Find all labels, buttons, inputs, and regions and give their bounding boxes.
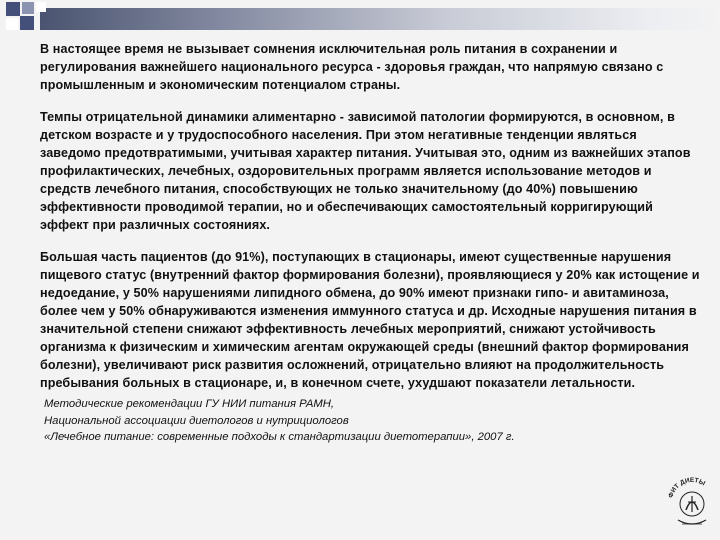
organization-seal-icon — [664, 468, 720, 532]
header-decoration — [0, 0, 720, 34]
source-citation — [44, 396, 700, 446]
header-gradient-bar — [40, 8, 720, 30]
svg-text:ФИТ ДИЕТЫ: ФИТ ДИЕТЫ — [667, 476, 707, 499]
decor-square — [6, 2, 20, 16]
decor-square — [22, 2, 34, 14]
paragraph-intro: В настоящее время не вызывает сомнения исключительная роль питания в сохранении и регулирования важнейшего национального ресурса - здоровья граждан, что напрямую связано с промышленным и экономическим потенциалом страны. — [40, 42, 664, 92]
paragraph-patients: Большая часть пациентов (до 91%), поступающих в стационары, имеют существенные нарушения пищевого статус (внутренний фактор формирования болезни), проявляющиеся у 20% как истощение и недоедание, у 50% нарушениями липидного обмена, до 90% имеют признаки гипо- и авитаминоза, более чем у 50% обнаруживаются изменения иммунного статуса и др. Исходные нарушения питания в значительной степени снижают эффективность лечебных мероприятий, снижают устойчивость организма к физическим и химическим агентам окружающей среды (внешний фактор формирования болезни), увеличивают риск развития осложнений, отрицательно влияют на продолжительность пребывания больных в стационаре, и, в конечном счете, ухудшают показатели летальности. — [40, 250, 700, 390]
slide-content — [40, 40, 700, 446]
decor-square — [20, 16, 34, 30]
decor-square — [6, 18, 18, 30]
source-line: Национальной ассоциации диетологов и нутрициологов — [44, 414, 349, 427]
paragraph-dynamics: Темпы отрицательной динамики алиментарно - зависимой патологии формируются, в основном, в детском возрасте и у трудоспособного населения. При этом негативные тенденции являться заведомо предотвратимыми, учитывая характер питания. Учитывая это, одним из важнейших этапов профилактических, лечебных, оздоровительных программ является использование методов и средств лечебного питания, способствующих не только значительному (до 40%) повышению эффективности проводимой терапии, но и обеспечивающих самостоятельный корригирующий эффект при различных состояниях. — [40, 110, 691, 232]
source-line: «Лечебное питание: современные подходы к стандартизации диетотерапии», 2007 г. — [44, 431, 515, 443]
decor-square — [36, 2, 46, 12]
source-line: Методические рекомендации ГУ НИИ питания РАМН, — [44, 398, 335, 410]
